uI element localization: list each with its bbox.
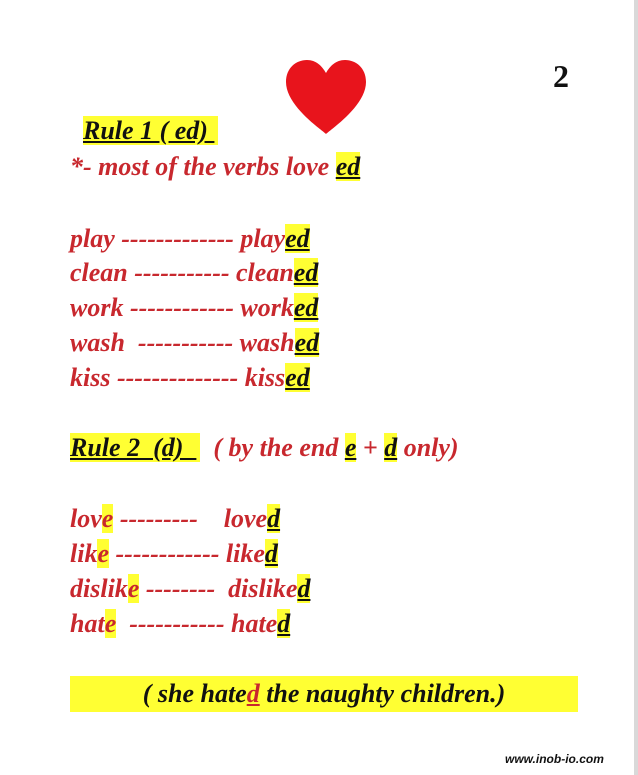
example-d: d [246, 679, 260, 708]
rule1-statement-text: *- most of the verbs love [70, 152, 336, 181]
heart-icon [282, 58, 370, 136]
verb-dashes: ----------- [124, 328, 240, 357]
verb-past-stem: clean [236, 258, 294, 287]
example-suffix: the naughty children.) [259, 679, 506, 708]
verb-base: work [70, 293, 124, 322]
rule1-verb-row [70, 291, 318, 325]
rule1-statement [70, 150, 360, 184]
rule2-verb-row [70, 572, 310, 606]
verb-ending: ed [294, 328, 320, 357]
verb-past-stem: play [240, 224, 286, 253]
verb-ending: d [267, 504, 281, 533]
verb-dashes: ----------- [116, 609, 231, 638]
page-right-edge [634, 0, 638, 775]
verb-final-e: e [127, 574, 140, 603]
rule2-heading [70, 431, 459, 465]
verb-ending: d [297, 574, 311, 603]
verb-past-stem: hate [230, 609, 278, 638]
verb-ending: ed [293, 293, 319, 322]
verb-dashes: ------------ [123, 293, 241, 322]
page-number: 2 [553, 58, 569, 94]
rule2-verb-row [70, 502, 280, 536]
rule1-heading [70, 80, 218, 148]
verb-dashes: ----------- [127, 258, 237, 287]
rule1-verb-row [70, 326, 319, 360]
example-sentence [70, 676, 578, 712]
watermark: www.inob-io.com [505, 752, 604, 766]
rule2-desc-suffix: only) [397, 433, 459, 462]
verb-dashes: -------- [139, 574, 229, 603]
verb-stem: lov [70, 504, 102, 533]
rule2-label: Rule 2 (d) [70, 433, 200, 462]
verb-stem: dislik [70, 574, 128, 603]
verb-dashes: ------------- [114, 224, 241, 253]
rule2-desc-e: e [344, 433, 357, 462]
verb-base: play [70, 224, 115, 253]
verb-dashes: ------------ [109, 539, 226, 568]
rule1-statement-ed: ed [335, 152, 361, 181]
verb-past-stem: love [223, 504, 268, 533]
verb-base: kiss [70, 363, 111, 392]
rule2-desc-plus: + [356, 433, 385, 462]
verb-final-e: e [101, 504, 114, 533]
rule2-verb-row [70, 607, 290, 641]
verb-ending: ed [293, 258, 319, 287]
verb-past-stem: dislike [228, 574, 298, 603]
rule1-verb-row [70, 361, 310, 395]
rule1-label: Rule 1 ( ed) [83, 116, 218, 145]
verb-final-e: e [104, 609, 117, 638]
verb-base: wash [70, 328, 125, 357]
verb-ending: ed [285, 363, 310, 392]
verb-ending: ed [285, 224, 310, 253]
rule1-verb-row [70, 256, 318, 290]
verb-stem: hat [70, 609, 105, 638]
verb-ending: d [277, 609, 291, 638]
rule2-verb-row [70, 537, 278, 571]
verb-past-stem: kiss [244, 363, 286, 392]
verb-past-stem: wash [239, 328, 295, 357]
verb-past-stem: like [225, 539, 265, 568]
rule2-desc-prefix: ( by the end [200, 433, 345, 462]
verb-ending: d [264, 539, 278, 568]
rule2-desc-d: d [384, 433, 398, 462]
example-prefix: ( she hate [142, 679, 247, 708]
verb-dashes: -------------- [110, 363, 245, 392]
verb-past-stem: work [240, 293, 294, 322]
verb-dashes: --------- [113, 504, 224, 533]
verb-stem: lik [70, 539, 98, 568]
verb-base: clean [70, 258, 128, 287]
verb-final-e: e [97, 539, 109, 568]
rule1-verb-row [70, 222, 310, 256]
